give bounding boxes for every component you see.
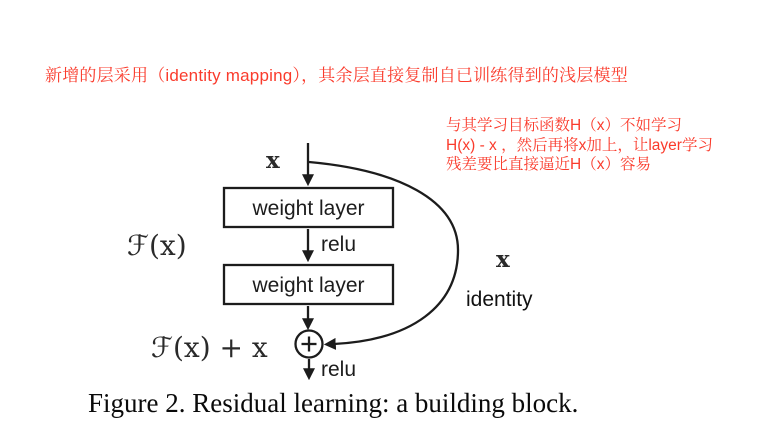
residual-function-label: ℱ(x) <box>127 229 187 262</box>
input-x-label: x <box>266 147 280 174</box>
output-sum-label: ℱ(x) + x <box>151 331 268 364</box>
annotation-side-note-line3: 残差要比直接逼近H（x）容易 <box>446 156 651 173</box>
relu-output-label: relu <box>321 358 357 381</box>
weight-layer-bottom-label: weight layer <box>252 274 365 297</box>
annotation-side-note-line2: H(x) - x ，然后再将x加上，让layer学习 <box>446 136 713 154</box>
skip-x-label: x <box>496 246 510 273</box>
skip-identity-label: identity <box>466 288 533 311</box>
annotation-top-note: 新增的层采用（identity mapping），其余层直接复制自已训练得到的浅层模型 <box>45 66 628 85</box>
annotation-side-note-line1: 与其学习目标函数H（x）不如学习 <box>446 117 682 134</box>
plus-icon <box>296 331 323 358</box>
figure-caption: Figure 2. Residual learning: a building block. <box>88 388 579 418</box>
weight-layer-top-label: weight layer <box>252 197 365 220</box>
relu-mid-label: relu <box>321 233 357 256</box>
